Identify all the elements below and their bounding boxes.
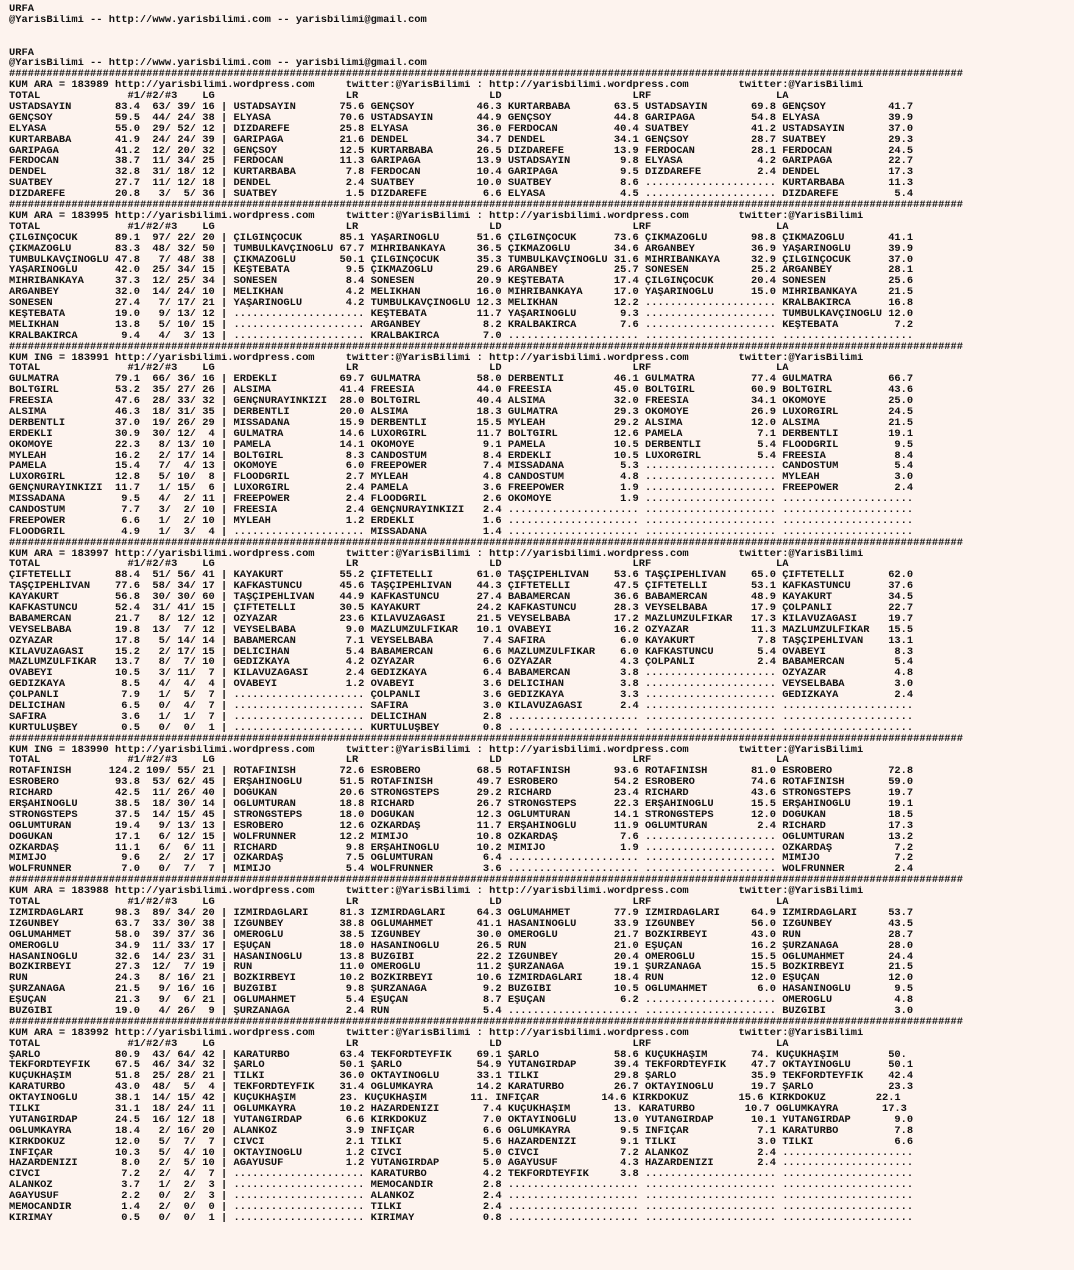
race-row: İZMİRDAĞLARI 98.3 89/ 34/ 20 | İZMİRDAĞLARI 81.3 İZMİRDAĞLARI 64.3 OĞLUMAHMET 77.9 İZMİRDAĞLARI 64.9 İZMİRDAĞLARI 53.7	[9, 907, 914, 919]
document	[9, 4, 1069, 1224]
race-row: DERBENTLİ 37.0 19/ 26/ 29 | MISSADANA 15.9 DERBENTLİ 15.5 MYLEAH 29.2 ALSIMA 12.0 ALSIMA 21.5	[9, 417, 914, 429]
race-row: MAZLUMZULFİKAR 13.7 8/ 7/ 10 | GEDİZKAYA 4.2 ÖZYAZAR 6.6 ÖZYAZAR 4.3 ÇOLPANLI 2.4 BABAMERCAN 5.4	[9, 657, 914, 669]
city-title: URFA	[9, 4, 34, 15]
race-row: STRONGSTEPS 37.5 14/ 15/ 45 | STRONGSTEPS 18.0 DOĞUKAN 12.3 OĞLUMTURAN 14.1 STRONGSTEPS 12.0 DOĞUKAN 18.5	[9, 809, 914, 821]
race-row: ELYASA 55.0 29/ 52/ 12 | DİZDAREFE 25.8 ELYASA 36.0 FERDOCAN 40.4 SUATBEY 41.2 ÜSTADSAYIN 37.0	[9, 123, 914, 135]
race-row: OĞLUMKAYRA 18.4 2/ 16/ 20 | ALANKOZ 3.9 İNFİÇAR 6.6 OĞLUMKAYRA 9.5 İNFİÇAR 7.1 KARATURBO 7.8	[9, 1125, 914, 1137]
race-row: DENDEL 32.8 31/ 18/ 12 | KURTARBABA 7.8 FERDOCAN 10.4 GARİPAGA 9.5 DİZDAREFE 2.4 DENDEL 17.3	[9, 167, 914, 179]
header-block-1	[9, 4, 1069, 26]
race-row: MISSADANA 9.5 4/ 2/ 11 | FREEPOWER 2.4 FLOODGRIL 2.6 OKOMOYE 1.9 ..................... .....................	[9, 494, 914, 505]
column-header: TOTAL #1/#2/#3 LG LR LD LRF LA	[9, 559, 789, 571]
race-row: OKTAYİNOĞLU 38.1 14/ 15/ 42 | KÜÇÜKHAŞİM 23. KÜÇÜKHAŞİM 11. İNFİÇAR 14.6 KIRKDOKUZ 15.6 KIRKDOKUZ 22.1	[9, 1093, 901, 1104]
race-row: ERDEKLİ 30.9 30/ 12/ 4 | GULMATRA 14.6 LUXORGIRL 11.7 BOLTGIRL 12.6 PAMELA 7.1 DERBENTLİ 19.1	[9, 428, 914, 440]
race-row: RUN 24.3 8/ 16/ 21 | BOZKIRBEYİ 10.2 BOZKIRBEYİ 10.6 İZMİRDAĞLARI 18.4 RUN 12.0 EŞUÇAN 12.0	[9, 973, 914, 985]
race-header: KUM ARA = 183995 http://yarisbilimi.wordpress.com twitter:@YarisBilimi : http://yarisbilimi.wordpress.com twitter:@YarisBilimi	[9, 210, 864, 222]
race-row: OĞLUMTURAN 19.4 9/ 13/ 13 | ESROBERO 12.6 ÖZKARDAŞ 11.7 ERŞAHİNOĞLU 11.9 OĞLUMTURAN 2.4 RICHARD 17.3	[9, 820, 914, 832]
race-row: HASANİNOĞLU 32.6 14/ 23/ 31 | HASANİNOĞLU 13.8 BUZGİBİ 22.2 İZGÜNBEY 20.4 ÖMEROĞLU 15.5 OĞLUMAHMET 24.4	[9, 951, 914, 963]
race-header: KUM ARA = 183989 http://yarisbilimi.wordpress.com twitter:@YarisBilimi : http://yarisbilimi.wordpress.com twitter:@YarisBilimi	[9, 80, 864, 92]
race-block	[9, 734, 1069, 876]
race-row: FREESIA 47.6 28/ 33/ 32 | GENÇNURAYINKIZI 28.0 BOLTGIRL 40.4 ALSIMA 32.0 FREESIA 34.1 OKOMOYE 25.0	[9, 396, 914, 407]
race-row: MEMOCANDIR 1.4 2/ 0/ 0 | ..................... TİLKİ 2.4 ..................... ..................... .....................	[9, 1201, 914, 1213]
race-header: KUM ING = 183991 http://yarisbilimi.wordpress.com twitter:@YarisBilimi : http://yarisbilimi.wordpress.com twitter:@YarisBilimi	[9, 352, 864, 364]
race-row: İNFİÇAR 10.3 5/ 4/ 10 | OKTAYİNOĞLU 1.2 CİVCİ 5.0 CİVCİ 7.2 ALANKOZ 2.4 .....................	[9, 1147, 914, 1159]
race-row: ÇİFTETELLİ 88.4 51/ 56/ 41 | KAYAKURT 55.2 ÇİFTETELLİ 61.0 TAŞÇIPEHLİVAN 53.6 TAŞÇIPEHLİVAN 65.0 ÇİFTETELLİ 62.0	[9, 570, 914, 582]
separator-line: #########################################################################################################################################################	[9, 341, 964, 353]
race-row: AGAYUSUF 2.2 0/ 2/ 3 | ..................... ALANKOZ 2.4 ..................... ..................... .....................	[9, 1191, 914, 1202]
race-row: BOZKIRBEYİ 27.3 12/ 7/ 19 | RUN 11.0 ÖMEROĞLU 11.2 ŞURZANAĞA 19.1 ŞURZANAĞA 15.5 BOZKIRBEYİ 21.5	[9, 962, 914, 974]
race-row: DELİCİHAN 6.5 0/ 4/ 7 | ..................... SAFİRA 3.0 KILAVUZAĞASI 2.4 ..................... .....................	[9, 701, 914, 712]
column-header: TOTAL #1/#2/#3 LG LR LD LRF LA	[9, 897, 789, 908]
race-row: TAŞÇIPEHLİVAN 77.6 58/ 34/ 17 | KAFKASTUNCU 45.6 TAŞÇIPEHLİVAN 44.3 ÇİFTETELLİ 47.5 ÇİFTETELLİ 53.1 KAFKASTUNCU 37.6	[9, 581, 914, 593]
race-row: ERŞAHİNOĞLU 38.5 18/ 30/ 14 | OĞLUMTURAN 18.8 RICHARD 26.7 STRONGSTEPS 22.3 ERŞAHİNOĞLU 15.5 ERŞAHİNOĞLU 19.1	[9, 799, 914, 810]
city-title: URFA	[9, 47, 34, 59]
race-block	[9, 538, 1069, 734]
race-row: KIRIMAY 0.5 0/ 0/ 1 | ..................... KIRIMAY 0.8 ..................... ..................... .....................	[9, 1212, 914, 1224]
separator-line: #########################################################################################################################################################	[9, 733, 964, 745]
race-header: KUM ARA = 183988 http://yarisbilimi.wordpress.com twitter:@YarisBilimi : http://yarisbilimi.wordpress.com twitter:@YarisBilimi	[9, 886, 864, 898]
race-block	[9, 875, 1069, 1017]
race-row: ŞURZANAĞA 21.5 9/ 16/ 16 | BUZGİBİ 9.8 ŞURZANAĞA 9.2 BUZGİBİ 10.5 OĞLUMAHMET 6.0 HASANİNOĞLU 9.5	[9, 984, 914, 996]
race-row: BOLTGIRL 53.2 35/ 27/ 26 | ALSIMA 41.4 FREESIA 44.0 FREESIA 45.0 BOLTGIRL 60.9 BOLTGIRL 43.6	[9, 385, 914, 397]
race-row: MELİKHAN 13.8 5/ 10/ 15 | ..................... ARGANBEY 8.2 KRALBAKIRCA 7.6 ..................... KEŞTEBATA 7.2	[9, 319, 914, 331]
spacer	[9, 26, 1069, 48]
column-header: TOTAL #1/#2/#3 LG LR LD LRF LA	[9, 221, 789, 233]
race-row: ALSIMA 46.3 18/ 31/ 35 | DERBENTLİ 20.0 ALSIMA 18.3 GULMATRA 29.3 OKOMOYE 26.9 LUXORGIRL 24.5	[9, 406, 914, 418]
race-row: GEDİZKAYA 8.5 4/ 4/ 4 | OVABEYİ 1.2 OVABEYİ 3.6 DELİCİHAN 3.8 ..................... VEYSELBABA 3.0	[9, 679, 914, 691]
race-row: MYLEAH 16.2 2/ 17/ 14 | BOLTGIRL 8.3 CANDOSTUM 8.4 ERDEKLİ 10.5 LUXORGIRL 5.4 FREESIA 8.4	[9, 450, 914, 462]
race-row: SONESEN 27.4 7/ 17/ 21 | YAŞARINOĞLU 4.2 TUMBULKAVÇİNOĞLU 12.3 MELİKHAN 12.2 ..................... KRALBAKIRCA 16.8	[9, 298, 914, 309]
race-row: ROTAFINISH 124.2 109/ 55/ 21 | ROTAFINISH 72.6 ESROBERO 68.5 ROTAFINISH 93.6 ROTAFINISH 81.0 ESROBERO 72.8	[9, 766, 914, 778]
race-row: DOĞUKAN 17.1 6/ 12/ 15 | WOLFRUNNER 12.2 MİMİJO 10.8 ÖZKARDAŞ 7.6 ..................... OĞLUMTURAN 13.2	[9, 831, 914, 843]
race-header: KUM ING = 183990 http://yarisbilimi.wordpress.com twitter:@YarisBilimi : http://yarisbilimi.wordpress.com twitter:@YarisBilimi	[9, 744, 864, 756]
race-row: FLOODGRIL 4.9 1/ 3/ 4 | ..................... MISSADANA 1.4 ..................... ..................... .....................	[9, 526, 914, 538]
race-row: KRALBAKIRCA 9.4 4/ 3/ 13 | ..................... KRALBAKIRCA 7.0 ..................... ..................... .....................	[9, 330, 914, 342]
race-row: GENÇSOY 59.5 44/ 24/ 38 | ELYASA 70.6 ÜSTADSAYIN 44.9 GENÇSOY 44.8 GARİPAGA 54.8 ELYASA 39.9	[9, 112, 914, 124]
race-row: ÇIKMAZOĞLU 83.3 48/ 32/ 50 | TUMBULKAVÇİNOĞLU 67.7 MİHRİBANKAYA 36.5 ÇIKMAZOĞLU 34.6 ARGANBEY 36.9 YAŞARINOĞLU 39.9	[9, 243, 914, 255]
race-row: GENÇNURAYINKIZI 11.7 1/ 15/ 6 | LUXORGIRL 2.4 PAMELA 3.6 FREEPOWER 1.9 ..................... FREEPOWER 2.4	[9, 483, 914, 495]
race-row: KEŞTEBATA 19.0 9/ 13/ 12 | ..................... KEŞTEBATA 11.7 YAŞARINOĞLU 9.3 ..................... TUMBULKAVÇİNOĞLU 12.0	[9, 308, 914, 320]
column-header: TOTAL #1/#2/#3 LG LR LD LRF LA	[9, 91, 789, 103]
race-row: OKOMOYE 22.3 8/ 13/ 10 | PAMELA 14.1 OKOMOYE 9.1 PAMELA 10.5 DERBENTLİ 5.4 FLOODGRIL 9.5	[9, 439, 914, 451]
race-row: KIRKDOKUZ 12.0 5/ 7/ 7 | CİVCİ 2.1 TİLKİ 5.6 HAZARDENİZİ 9.1 TİLKİ 3.0 TİLKİ 6.6	[9, 1136, 914, 1148]
race-block	[9, 200, 1069, 342]
race-row: KARATURBO 43.0 48/ 5/ 4 | TEKFORDTEYFİK 31.4 OĞLUMKAYRA 14.2 KARATURBO 26.7 OKTAYİNOĞLU 19.7 ŞARLO 23.3	[9, 1082, 914, 1094]
race-row: ÖZKARDAŞ 11.1 6/ 6/ 11 | RICHARD 9.8 ERŞAHİNOĞLU 10.2 MİMİJO 1.9 ..................... ÖZKARDAŞ 7.2	[9, 842, 914, 854]
race-block	[9, 342, 1069, 538]
race-row: CANDOSTUM 7.7 3/ 2/ 10 | FREESIA 2.4 GENÇNURAYINKIZI 2.4 ..................... ..................... .....................	[9, 504, 914, 516]
race-row: İZGÜNBEY 63.7 33/ 30/ 38 | İZGÜNBEY 38.8 OĞLUMAHMET 41.1 HASANİNOĞLU 33.9 İZGÜNBEY 56.0 İZGÜNBEY 43.5	[9, 918, 914, 930]
race-row: FREEPOWER 6.6 1/ 2/ 10 | MYLEAH 1.2 ERDEKLİ 1.6 ..................... ..................... .....................	[9, 515, 914, 527]
race-row: ARGANBEY 32.0 14/ 24/ 10 | MELİKHAN 4.2 MELİKHAN 16.0 MİHRİBANKAYA 17.0 YAŞARINOĞLU 15.0 MİHRİBANKAYA 21.5	[9, 287, 914, 299]
race-row: ESROBERO 93.8 53/ 62/ 45 | ERŞAHİNOĞLU 51.5 ROTAFINISH 49.7 ESROBERO 54.2 ESROBERO 74.6 ROTAFINISH 59.0	[9, 777, 914, 789]
separator-line: #########################################################################################################################################################	[9, 537, 964, 549]
race-row: OĞLUMAHMET 58.0 39/ 37/ 36 | ÖMEROĞLU 38.5 İZGÜNBEY 30.0 ÖMEROĞLU 21.7 BOZKIRBEYİ 43.0 RUN 28.7	[9, 929, 914, 941]
column-header: TOTAL #1/#2/#3 LG LR LD LRF LA	[9, 1038, 789, 1050]
race-row: ÇILGINÇOCUK 89.1 97/ 22/ 20 | ÇILGINÇOCUK 85.1 YAŞARINOĞLU 51.6 ÇILGINÇOCUK 73.6 ÇIKMAZOĞLU 98.8 ÇIKMAZOĞLU 41.1	[9, 232, 914, 244]
race-row: SUATBEY 27.7 11/ 12/ 18 | DENDEL 2.4 SUATBEY 10.0 SUATBEY 8.6 ..................... KURTARBABA 11.3	[9, 178, 914, 190]
separator-line: #########################################################################################################################################################	[9, 69, 964, 81]
race-row: EŞUÇAN 21.3 9/ 6/ 21 | OĞLUMAHMET 5.4 EŞUÇAN 8.7 EŞUÇAN 6.2 ..................... ÖMEROĞLU 4.8	[9, 995, 914, 1006]
race-row: CİVCİ 7.2 2/ 4/ 7 | ..................... KARATURBO 4.2 TEKFORDTEYFİK 3.8 ..................... .....................	[9, 1169, 914, 1181]
race-row: MİHRİBANKAYA 37.3 12/ 25/ 34 | SONESEN 8.4 SONESEN 20.9 KEŞTEBATA 17.4 ÇILGINÇOCUK 20.4 SONESEN 25.6	[9, 276, 914, 288]
column-header: TOTAL #1/#2/#3 LG LR LD LRF LA	[9, 363, 789, 375]
contact-line: @YarisBilimi -- http://www.yarisbilimi.com -- yarisbilimi@gmail.com	[9, 14, 427, 26]
race-row: YAŞARINOĞLU 42.0 25/ 34/ 15 | KEŞTEBATA 9.5 ÇIKMAZOĞLU 29.6 ARGANBEY 25.7 SONESEN 25.2 ARGANBEY 28.1	[9, 265, 914, 277]
race-row: BABAMERCAN 21.7 8/ 12/ 12 | ÖZYAZAR 23.6 KILAVUZAĞASI 21.5 VEYSELBABA 17.2 MAZLUMZÜLFİKAR 17.3 KILAVUZAĞASI 19.7	[9, 613, 914, 625]
race-row: YUTANGİRDAP 24.5 16/ 12/ 18 | YUTANGİRDAP 6.6 KIRKDOKUZ 7.0 OKTAYİNOĞLU 13.0 YUTANGİRDAP 10.1 YUTANGİRDAP 9.0	[9, 1114, 914, 1126]
contact-line: @YarisBilimi -- http://www.yarisbilimi.com -- yarisbilimi@gmail.com	[9, 58, 427, 70]
race-row: KILAVUZAĞASI 15.2 2/ 17/ 15 | DELİCİHAN 5.4 BABAMERCAN 6.6 MAZLUMZULFİKAR 6.0 KAFKASTUNCU 5.4 OVABEYİ 8.3	[9, 646, 914, 658]
separator-line: #########################################################################################################################################################	[9, 1016, 964, 1028]
race-row: FERDOCAN 38.7 11/ 34/ 25 | FERDOCAN 11.3 GARİPAGA 13.9 ÜSTADSAYIN 9.8 ELYASA 4.2 GARİPAGA 22.7	[9, 156, 914, 168]
race-row: GULMATRA 79.1 66/ 36/ 16 | ERDEKLİ 69.7 GULMATRA 58.0 DERBENTLİ 46.1 GULMATRA 77.4 GULMATRA 66.7	[9, 374, 914, 386]
race-row: VEYSELBABA 19.8 13/ 7/ 12 | VEYSELBABA 9.0 MAZLUMZULFİKAR 10.1 OVABEYİ 16.2 ÖZYAZAR 11.3 MAZLUMZULFİKAR 15.5	[9, 624, 914, 636]
race-row: WOLFRUNNER 7.0 0/ 7/ 7 | MİMİJO 5.4 WOLFRUNNER 3.6 ..................... ..................... WOLFRUNNER 2.4	[9, 864, 914, 876]
race-row: LUXORGIRL 12.8 5/ 10/ 8 | FLOODGRIL 2.7 MYLEAH 4.8 CANDOSTUM 4.8 ..................... MYLEAH 3.0	[9, 472, 914, 484]
race-tables	[9, 69, 1069, 1223]
race-row: ÖMEROĞLU 34.9 11/ 33/ 17 | EŞUÇAN 18.0 HASANİNOĞLU 26.5 RUN 21.0 EŞUÇAN 16.2 ŞURZANAĞA 28.0	[9, 940, 914, 952]
race-row: SAFİRA 3.6 1/ 1/ 7 | ..................... DELİCİHAN 2.8 ..................... ..................... .....................	[9, 711, 914, 723]
race-block	[9, 69, 1069, 200]
race-row: KAYAKURT 56.8 30/ 30/ 60 | TAŞÇIPEHLİVAN 44.9 KAFKASTUNCU 27.4 BABAMERCAN 36.6 BABAMERCAN 48.9 KAYAKURT 34.5	[9, 592, 914, 603]
race-row: TEKFORDTEYFİK 67.5 46/ 34/ 32 | ŞARLO 50.1 ŞARLO 54.9 YUTANGİRDAP 39.4 TEKFORDTEYFİK 47.7 OKTAYİNOĞLU 50.1	[9, 1060, 914, 1072]
race-block	[9, 1017, 1069, 1224]
race-row: KURTARBABA 41.9 24/ 24/ 39 | GARİPAGA 21.6 DENDEL 34.7 DENDEL 34.1 GENÇSOY 28.7 SUATBEY 29.3	[9, 134, 914, 146]
race-row: TUMBULKAVÇİNOĞLU 47.8 7/ 48/ 38 | ÇIKMAZOĞLU 50.1 ÇILGINÇOCUK 35.3 TUMBULKAVÇİNOĞLU 31.6 MİHRİBANKAYA 32.9 ÇILGINÇOCUK 37.0	[9, 254, 914, 266]
race-row: RICHARD 42.5 11/ 26/ 40 | DOĞUKAN 20.6 STRONGSTEPS 29.2 RICHARD 23.4 RICHARD 43.6 STRONGSTEPS 19.7	[9, 788, 914, 800]
header-block-2	[9, 48, 1069, 70]
separator-line: #########################################################################################################################################################	[9, 200, 964, 211]
race-row: ÖZYAZAR 17.8 5/ 14/ 14 | BABAMERCAN 7.1 VEYSELBABA 7.4 SAFİRA 6.0 KAYAKURT 7.8 TAŞÇIPEHLİVAN 13.1	[9, 635, 914, 647]
race-row: ÇOLPANLI 7.9 1/ 5/ 7 | ..................... ÇOLPANLI 3.6 GEDİZKAYA 3.3 ..................... GEDİZKAYA 2.4	[9, 690, 914, 702]
race-row: HAZARDENİZİ 8.0 2/ 5/ 10 | AGAYUSUF 1.2 YUTANGİRDAP 5.0 AGAYUSUF 4.3 HAZARDENİZİ 2.4 .....................	[9, 1158, 914, 1170]
race-row: ÜSTADSAYIN 83.4 63/ 39/ 16 | ÜSTADSAYIN 75.6 GENÇSOY 46.3 KURTARBABA 63.5 ÜSTADSAYIN 69.8 GENÇSOY 41.7	[9, 102, 914, 113]
race-row: KÜÇÜKHAŞİM 51.8 25/ 28/ 21 | TİLKİ 36.0 OKTAYİNOĞLU 33.1 TİLKİ 29.8 ŞARLO 35.9 TEKFORDTEYFİK 42.4	[9, 1071, 914, 1083]
race-row: OVABEYİ 10.5 3/ 11/ 7 | KILAVUZAĞASI 2.4 GEDİZKAYA 6.4 BABAMERCAN 3.8 ..................... ÖZYAZAR 4.8	[9, 668, 914, 680]
race-row: KURTULUŞBEY 0.5 0/ 0/ 1 | ..................... KURTULUŞBEY 0.8 ..................... ..................... .....................	[9, 722, 914, 734]
race-header: KUM ARA = 183997 http://yarisbilimi.wordpress.com twitter:@YarisBilimi : http://yarisbilimi.wordpress.com twitter:@YarisBilimi	[9, 548, 864, 560]
race-row: KAFKASTUNCU 52.4 31/ 41/ 15 | ÇİFTETELLİ 30.5 KAYAKURT 24.2 KAFKASTUNCU 28.3 VEYSELBABA 17.9 ÇOLPANLI 22.7	[9, 603, 914, 614]
race-row: MİMİJO 9.6 2/ 2/ 17 | ÖZKARDAŞ 7.5 OĞLUMTURAN 6.4 ..................... ..................... MİMİJO 7.2	[9, 853, 914, 865]
race-row: PAMELA 15.4 7/ 4/ 13 | OKOMOYE 6.0 FREEPOWER 7.4 MISSADANA 5.3 ..................... CANDOSTUM 5.4	[9, 461, 914, 473]
race-row: BUZGİBİ 19.0 4/ 26/ 9 | ŞURZANAĞA 2.4 RUN 5.4 ..................... ..................... BUZGİBİ 3.0	[9, 1005, 914, 1017]
race-row: TİLKİ 31.1 18/ 24/ 11 | OĞLUMKAYRA 10.2 HAZARDENİZİ 7.4 KÜÇÜKHAŞİM 13. KARATURBO 10.7 OĞLUMKAYRA 17.3	[9, 1103, 907, 1115]
separator-line: #########################################################################################################################################################	[9, 875, 964, 887]
race-row: ŞARLO 80.9 43/ 64/ 42 | KARATURBO 63.4 TEKFORDTEYFİK 69.1 ŞARLO 58.6 KÜÇÜKHAŞİM 74. KÜÇÜKHAŞİM 50.	[9, 1049, 907, 1061]
column-header: TOTAL #1/#2/#3 LG LR LD LRF LA	[9, 755, 789, 767]
race-row: DİZDAREFE 20.8 3/ 5/ 36 | SUATBEY 1.5 DİZDAREFE 6.6 ELYASA 4.5 ..................... DİZDAREFE 5.4	[9, 189, 914, 201]
race-row: GARİPAGA 41.2 12/ 20/ 32 | GENÇSOY 12.5 KURTARBABA 26.5 DİZDAREFE 13.9 FERDOCAN 28.1 FERDOCAN 24.5	[9, 145, 914, 157]
race-row: ALANKOZ 3.7 1/ 2/ 3 | ..................... MEMOCANDIR 2.8 ..................... ..................... .....................	[9, 1180, 914, 1192]
race-header: KUM ARA = 183992 http://yarisbilimi.wordpress.com twitter:@YarisBilimi : http://yarisbilimi.wordpress.com twitter:@YarisBilimi	[9, 1027, 864, 1039]
